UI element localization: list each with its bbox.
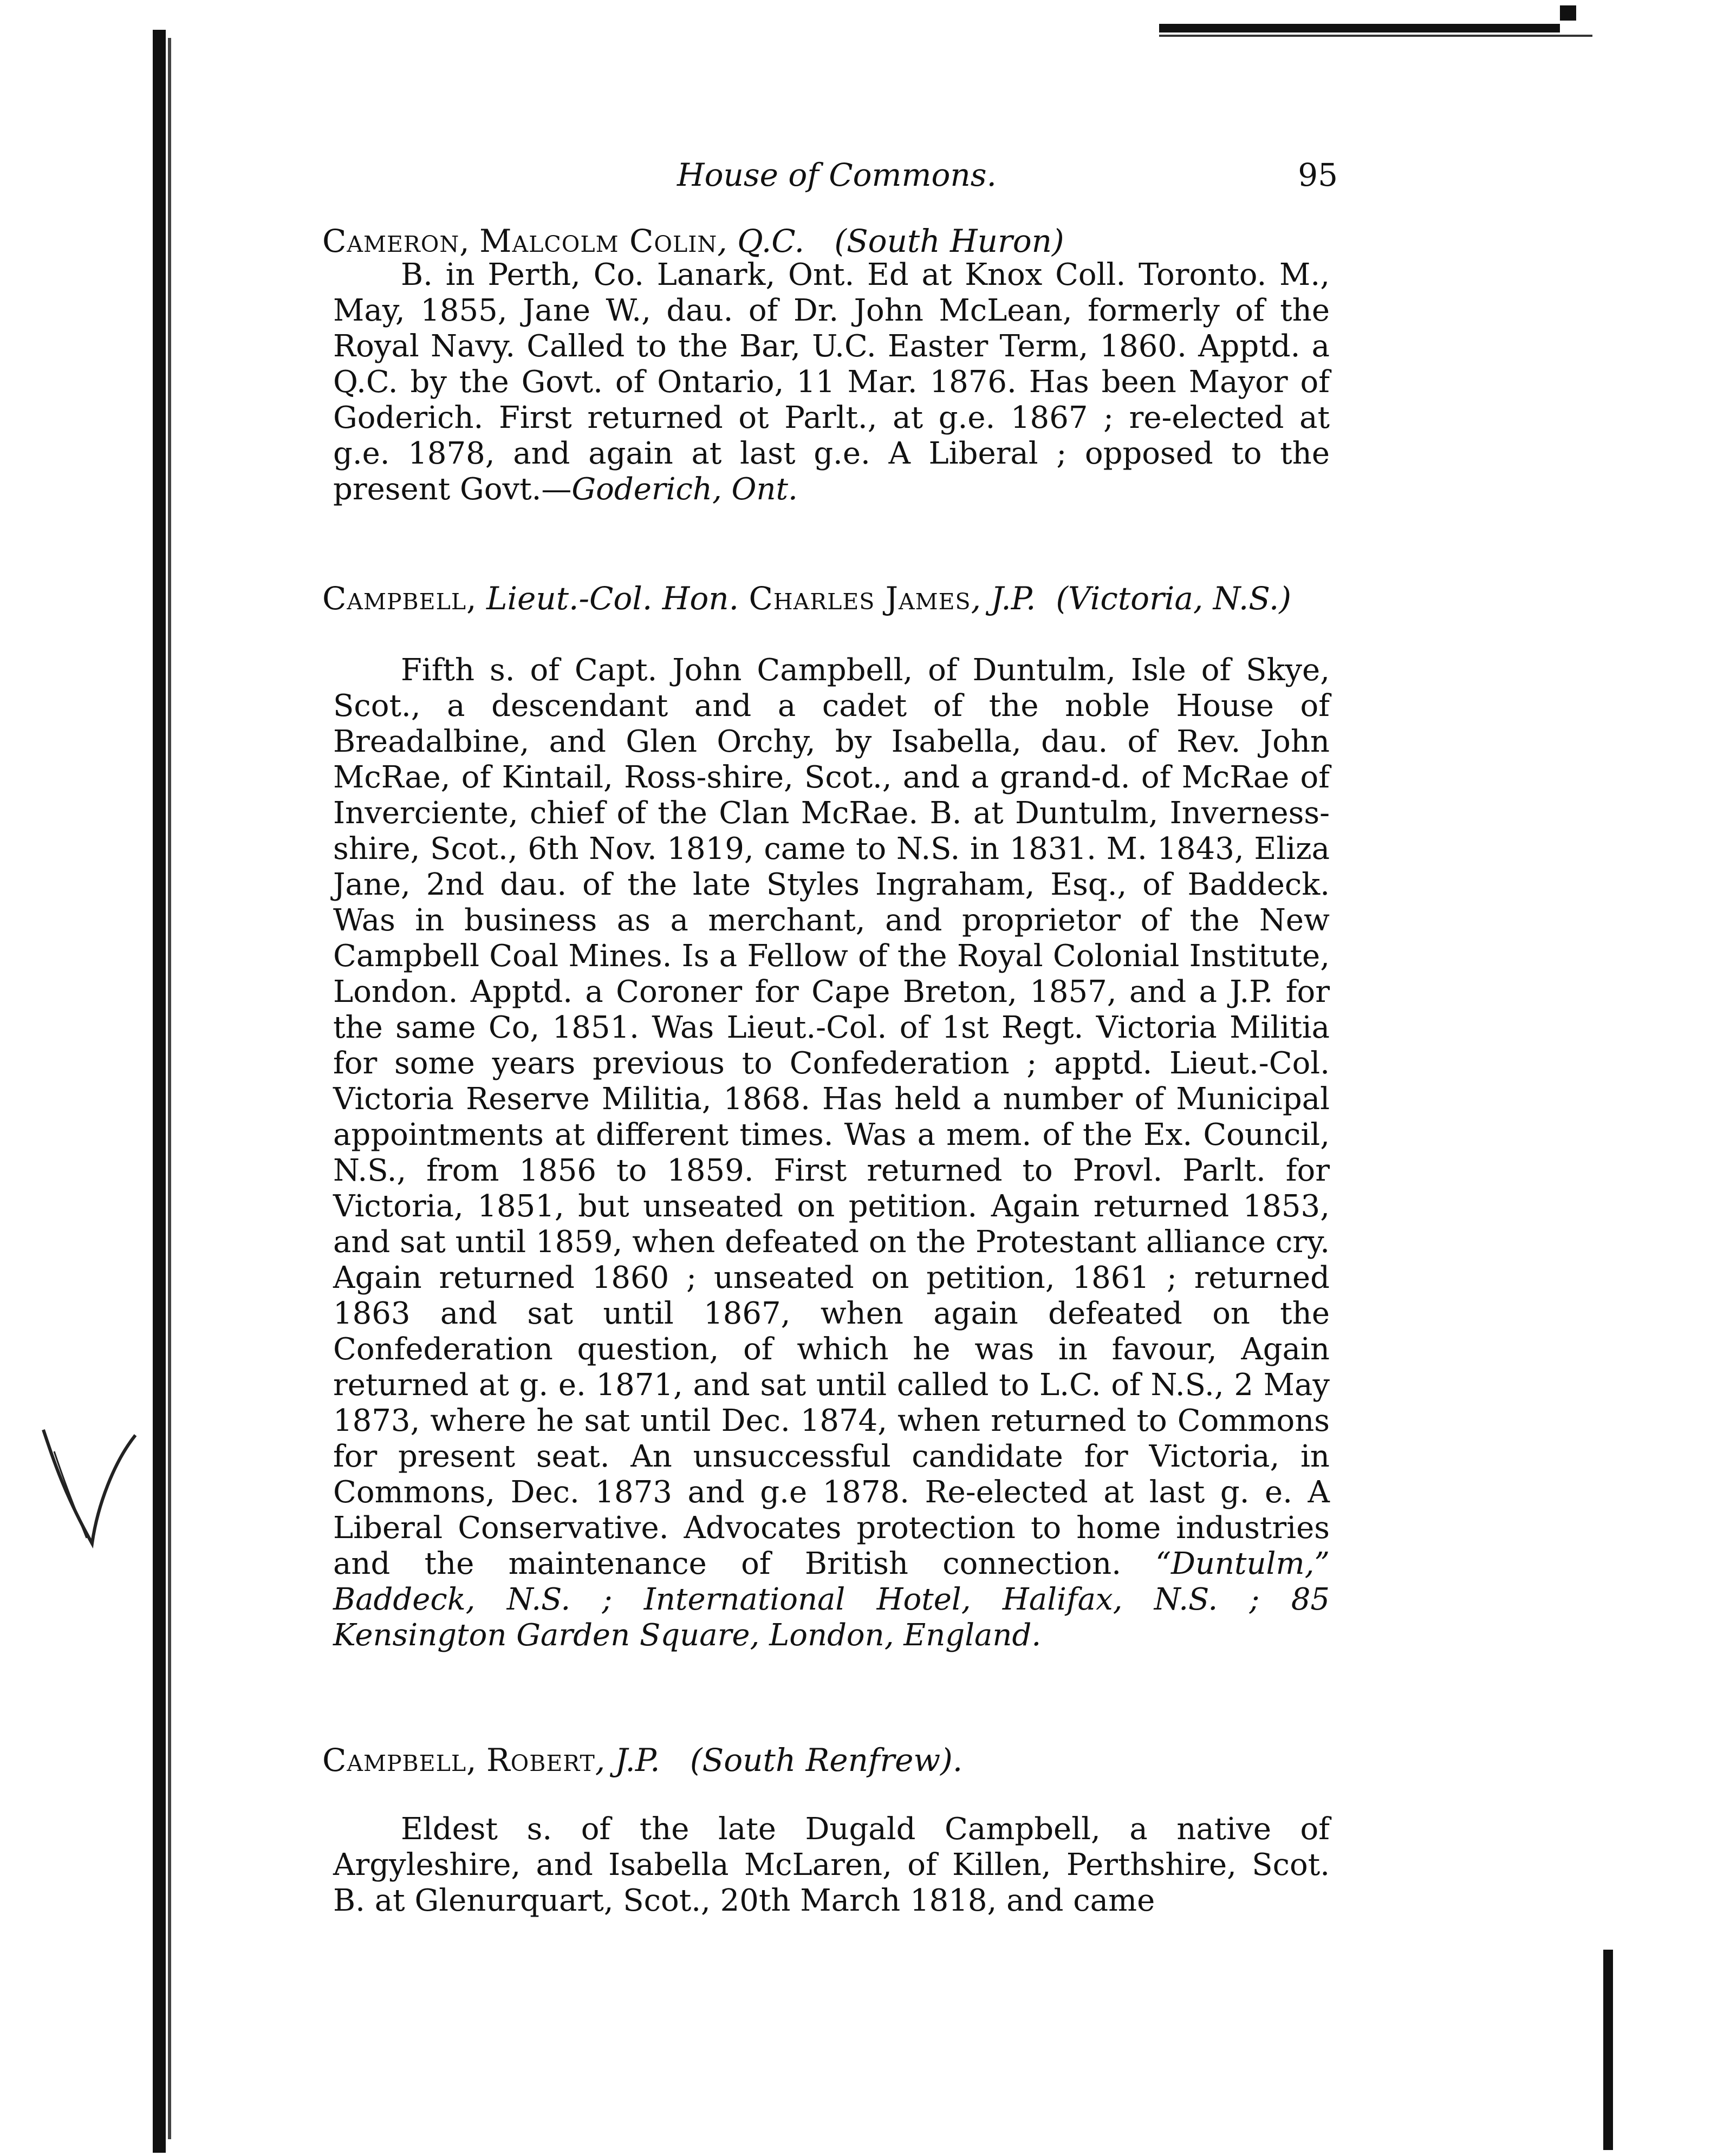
page-number: 95: [1298, 157, 1338, 193]
entry-surname: Campbell: [322, 1742, 467, 1779]
entry-heading-campbell-charles: Campbell, Lieut.-Col. Hon. Charles James, J.P. (Victoria, N.S.): [322, 580, 1292, 617]
entry-body-campbell-charles: [333, 653, 1330, 1653]
entry-body-text: Fifth s. of Capt. John Campbell, of Duntulm, Isle of Skye, Scot., a descendant and a cadet of the noble House of Breadalbine, and Glen Orchy, by Isabella, dau. of Rev. John McRae, of Kintail, Ross-shire, Scot., and a grand-d. of McRae of Inverciente, chief of the Clan McRae. B. at Duntulm, Inverness-shire, Scot., 6th Nov. 1819, came to N.S. in 1831. M. 1843, Eliza Jane, 2nd dau. of the late Styles Ingraham, Esq., of Baddeck. Was in business as a merchant, and proprietor of the New Campbell Coal Mines. Is a Fellow of the Royal Colonial Institute, London. Apptd. a Coroner for Cape Breton, 1857, and a J.P. for the same Co, 1851. Was Lieut.-Col. of 1st Regt. Victoria Militia for some years previous to Confederation ; apptd. Lieut.-Col. Victoria Reserve Militia, 1868. Has held a number of Municipal appointments at different times. Was a mem. of the Ex. Council, N.S., from 1856 to 1859. First returned to Provl. Parlt. for Victoria, 1851, but unseated on petition. Again returned 1853, and sat until 1859, when defeated on the Protestant alliance cry. Again returned 1860 ; unseated on petition, 1861 ; returned 1863 and sat until 1867, when again defeated on the Confederation question, of which he was in favour, Again returned at g. e. 1871, and sat until called to L.C. of N.S., 2 May 1873, where he sat until Dec. 1874, when returned to Commons for present seat. An unsuccessful candidate for Victoria, in Commons, Dec. 1873 and g.e 1878. Re-elected at last g. e. A Liberal Conservative. Advocates protection to home industries and the maintenance of British connection.: [333, 653, 1330, 1581]
entry-constituency: (South Renfrew).: [690, 1742, 963, 1779]
entry-heading-cameron: Cameron, Malcolm Colin, Q.C. (South Huron): [322, 223, 1064, 259]
scan-corner-mark: [1560, 5, 1576, 21]
entry-body-text: Eldest s. of the late Dugald Campbell, a native of Argyleshire, and Isabella McLaren, of Killen, Perthshire, Scot. B. at Glenurquart, Scot., 20th March 1818, and came: [333, 1812, 1330, 1918]
page-header: [677, 151, 1338, 199]
entry-surname: Campbell: [322, 580, 467, 617]
scan-top-rule-thin: [1159, 35, 1592, 37]
running-title: House of Commons.: [677, 157, 997, 193]
scan-margin-line: [168, 38, 171, 2139]
entry-given-name: Charles James: [749, 580, 971, 617]
entry-given-name: Malcolm Colin: [479, 223, 718, 259]
entry-given-name: Robert: [486, 1742, 595, 1779]
entry-body-text: B. in Perth, Co. Lanark, Ont. Ed at Knox Coll. Toronto. M., May, 1855, Jane W., dau. of Dr. John McLean, formerly of the Royal Navy. Called to the Bar, U.C. Easter Term, 1860. Apptd. a Q.C. by the Govt. of Ontario, 11 Mar. 1876. Has been Mayor of Goderich. First returned ot Parlt., at g.e. 1867 ; re-elected at g.e. 1878, and again at last g.e. A Liberal ; opposed to the present Govt.—: [333, 257, 1330, 507]
pen-check-mark: [32, 1419, 141, 1560]
entry-constituency: (Victoria, N.S.): [1056, 580, 1292, 617]
scan-top-rule: [1159, 24, 1560, 32]
entry-body-cameron: [333, 257, 1330, 507]
entry-heading-campbell-robert: Campbell, Robert, J.P. (South Renfrew).: [322, 1742, 963, 1779]
scan-margin-bar: [153, 30, 166, 2153]
entry-surname: Cameron: [322, 223, 460, 259]
entry-suffix: , J.P.: [971, 580, 1036, 617]
entry-title: , J.P.: [595, 1742, 660, 1779]
entry-body-campbell-robert: [333, 1812, 1330, 1919]
entry-address: Goderich, Ont.: [571, 472, 798, 507]
entry-constituency: (South Huron): [834, 223, 1064, 259]
entry-title: Lieut.-Col. Hon.: [486, 580, 739, 617]
entry-address: “Duntulm,” Baddeck, N.S. ; International Hotel, Halifax, N.S. ; 85 Kensington Garden Square, London, England.: [333, 1546, 1330, 1653]
scan-right-edge-bar: [1603, 1950, 1613, 2150]
entry-title: , Q.C.: [717, 223, 804, 259]
